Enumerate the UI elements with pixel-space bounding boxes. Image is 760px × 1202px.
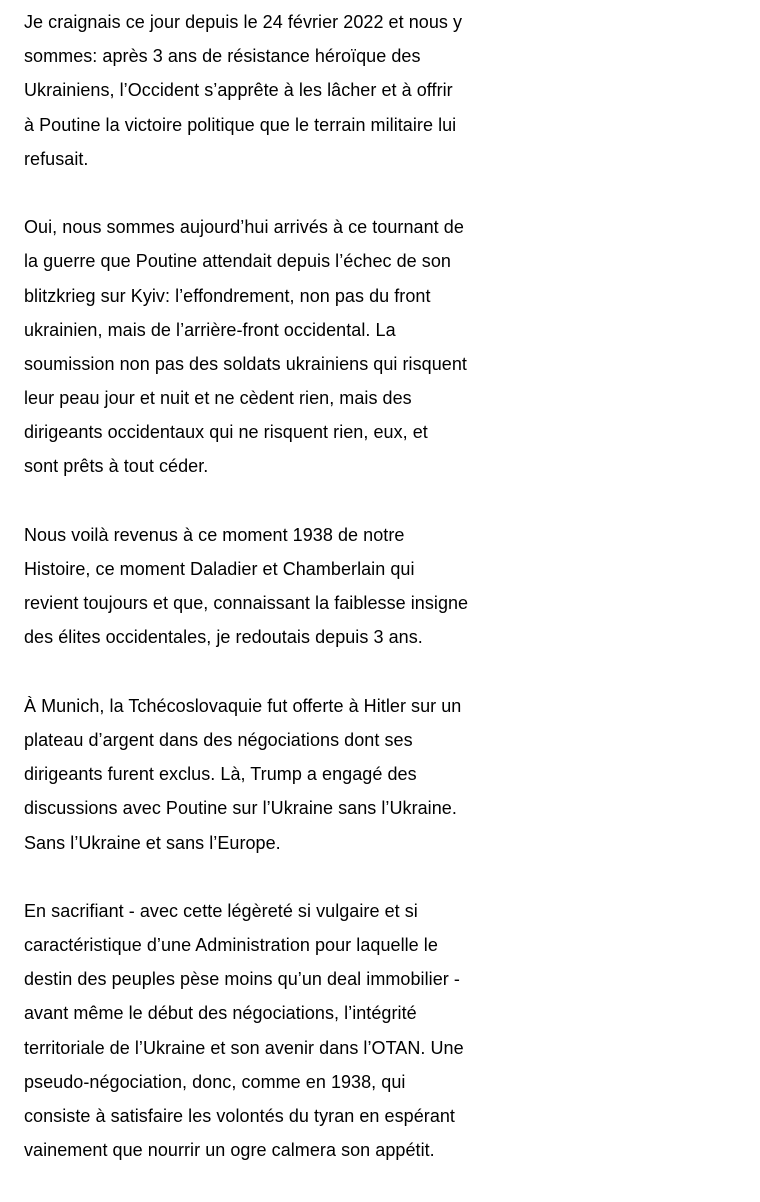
- text-line: caractéristique d’une Administration pour laquelle le: [24, 935, 438, 956]
- paragraph-4: [24, 689, 744, 860]
- text-line: dirigeants occidentaux qui ne risquent rien, eux, et: [24, 422, 428, 443]
- text-line: pseudo-négociation, donc, comme en 1938, qui: [24, 1071, 406, 1092]
- paragraph-3: [24, 518, 744, 655]
- text-line: blitzkrieg sur Kyiv: l’effondrement, non pas du front: [24, 285, 431, 306]
- text-line: À Munich, la Tchécoslovaquie fut offerte à Hitler sur un: [24, 695, 462, 716]
- paragraph-2: [24, 210, 744, 484]
- text-line: refusait.: [24, 148, 89, 169]
- text-line: des élites occidentales, je redoutais depuis 3 ans.: [24, 627, 423, 648]
- text-line: discussions avec Poutine sur l’Ukraine sans l’Ukraine.: [24, 798, 457, 819]
- text-line: ukrainien, mais de l’arrière-front occidental. La: [24, 319, 396, 340]
- text-line: sont prêts à tout céder.: [24, 456, 209, 477]
- paragraph-5: [24, 894, 744, 1168]
- text-line: plateau d’argent dans des négociations dont ses: [24, 729, 413, 750]
- text-line: Oui, nous sommes aujourd’hui arrivés à ce tournant de: [24, 217, 464, 238]
- text-line: consiste à satisfaire les volontés du tyran en espérant: [24, 1106, 455, 1126]
- text-line: Sans l’Ukraine et sans l’Europe.: [24, 832, 281, 853]
- text-line: leur peau jour et nuit et ne cèdent rien, mais des: [24, 388, 412, 409]
- paragraph-1: [24, 5, 744, 176]
- text-line: à Poutine la victoire politique que le terrain militaire lui: [24, 114, 457, 135]
- text-line: destin des peuples pèse moins qu’un deal immobilier -: [24, 969, 460, 990]
- text-line: vainement que nourrir un ogre calmera son appétit.: [24, 1140, 435, 1161]
- text-line: Nous voilà revenus à ce moment 1938 de notre: [24, 524, 405, 545]
- text-line: Je craignais ce jour depuis le 24 février 2022 et nous y: [24, 12, 463, 32]
- text-line: territoriale de l’Ukraine et son avenir dans l’OTAN. Une: [24, 1037, 464, 1058]
- text-line: revient toujours et que, connaissant la faiblesse insigne: [24, 593, 469, 614]
- note-body: [24, 5, 744, 1202]
- text-line: En sacrifiant - avec cette légèreté si vulgaire et si: [24, 900, 418, 921]
- text-line: soumission non pas des soldats ukrainiens qui risquent: [24, 353, 467, 374]
- text-line: la guerre que Poutine attendait depuis l’échec de son: [24, 251, 451, 272]
- text-line: dirigeants furent exclus. Là, Trump a engagé des: [24, 764, 417, 785]
- text-line: Histoire, ce moment Daladier et Chamberlain qui: [24, 559, 415, 579]
- text-line: Ukrainiens, l’Occident s’apprête à les lâcher et à offrir: [24, 80, 453, 101]
- text-line: avant même le début des négociations, l’intégrité: [24, 1003, 417, 1024]
- text-line: sommes: après 3 ans de résistance héroïque des: [24, 46, 421, 67]
